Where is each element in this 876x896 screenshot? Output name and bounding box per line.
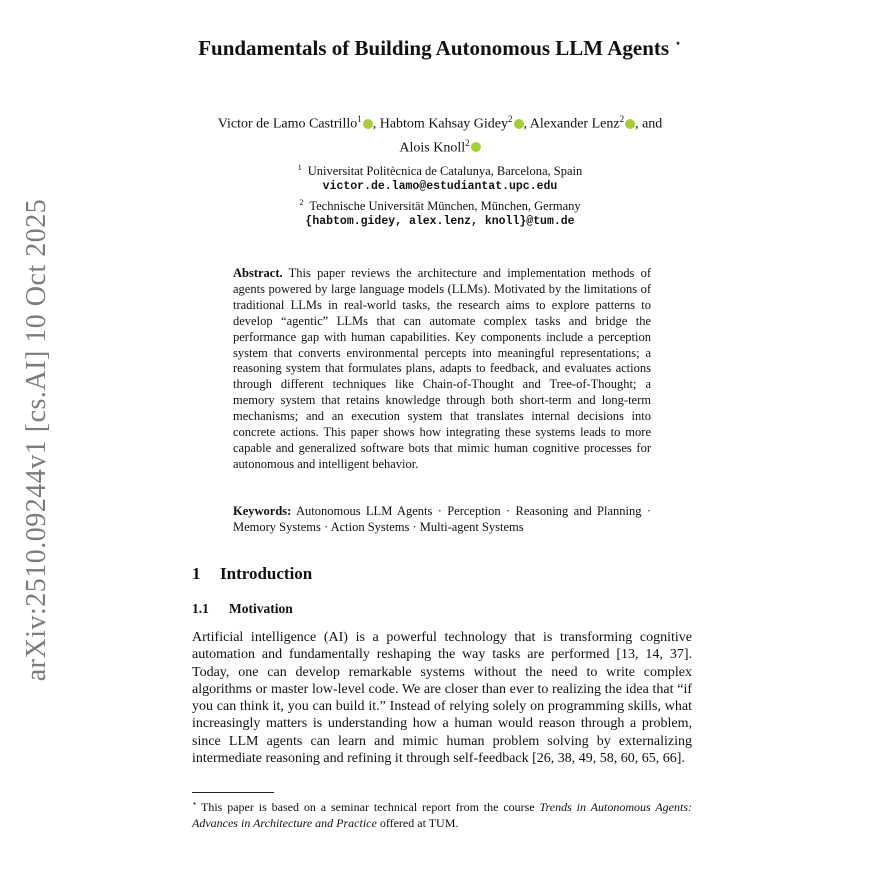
affiliations [180, 160, 700, 230]
arxiv-stamp [12, 195, 62, 685]
institution: Universitat Politècnica de Catalunya, Barcelona, Spain [307, 164, 583, 179]
section-number: 1 [192, 564, 201, 583]
orcid-icon[interactable] [363, 119, 373, 129]
arxiv-identifier: arXiv:2510.09244v1 [cs.AI] 10 Oct 2025 [21, 198, 53, 682]
orcid-icon[interactable] [471, 142, 481, 152]
section-title: Introduction [220, 564, 313, 583]
author-name: Victor de Lamo Castrillo [217, 116, 358, 132]
author-name: Alexander Lenz [529, 116, 620, 132]
keywords-text: Autonomous LLM Agents · Perception · Reasoning and Planning · Memory Systems · Action Systems · Multi-agent Systems [233, 504, 651, 534]
author-separator: , and [635, 116, 663, 132]
course-name: Trends in Autonomous Agents: Advances in Architecture and Practice [192, 800, 692, 830]
title-footnote-mark: ⋆ [674, 36, 682, 50]
author-separator: , [523, 116, 528, 132]
author-name: Habtom Kahsay Gidey [379, 116, 509, 132]
email[interactable]: victor.de.lamo@estudiantat.upc.edu [322, 180, 558, 194]
author-separator: , [372, 116, 377, 132]
abstract [233, 266, 651, 473]
footnote-text-end: offered at TUM. [379, 816, 459, 830]
orcid-icon[interactable] [625, 119, 635, 129]
orcid-icon[interactable] [514, 119, 524, 129]
affiliation-2 [180, 195, 700, 214]
section-heading [192, 564, 312, 584]
author-affiliation: 2 [465, 137, 470, 148]
author-name: Alois Knoll [399, 140, 466, 156]
footnote [192, 796, 692, 831]
affiliation-1 [180, 160, 700, 179]
footnote-text: This paper is based on a seminar technical report from the course [201, 800, 535, 814]
subsection-heading [192, 601, 293, 617]
author-list [180, 110, 700, 157]
subsection-title: Motivation [229, 601, 293, 616]
body-paragraph: Artificial intelligence (AI) is a powerful technology that is transforming cognitive automation and fundamentally reshaping the way tasks are performed [13, 14, 37]. Today, one can develop remarkable systems without the need to write complex algorithms or master low-level code. We are closer than ever to realizing the idea that “if you can think it, you can build it.” Instead of relying solely on programming skills, what increasingly matters is understanding how a human would reason through a problem, since LLM agents can learn and mimic human problem solving by externalizing intermediate reasoning and refining it through self-feedback [26, 38, 49, 58, 60, 65, 66]. [192, 630, 692, 767]
author-affiliation: 2 [619, 114, 625, 124]
footnote-rule [192, 792, 274, 793]
abstract-text: This paper reviews the architecture and implementation methods of agents powered by large language models (LLMs). Motivated by the limitations of traditional LLMs in real-world tasks, the research aims to explore patterns to develop “agentic” LLMs that can automate complex tasks and bridge the performance gap with human capabilities. Key components include a perception system that converts environmental percepts into meaningful representations; a reasoning system that formulates plans, adapts to feedback, and evaluates actions through different techniques like Chain-of-Thought and Tree-of-Thought; a memory system that retains knowledge through both short-term and long-term mechanisms; and an execution system that translates internal decisions into concrete actions. This paper shows how integrating these systems leads to more capable and generalized software bots that mimic human cognitive processes for autonomous and intelligent behavior. [233, 266, 652, 471]
affiliation-number: 2 [299, 198, 304, 208]
title-text: Fundamentals of Building Autonomous LLM Agents [198, 36, 670, 60]
institution: Technische Universität München, München, Germany [309, 199, 581, 214]
email[interactable]: {habtom.gidey, alex.lenz, knoll}@tum.de [305, 215, 575, 229]
affiliation-number: 1 [297, 163, 302, 172]
author-affiliation: 2 [508, 114, 513, 124]
keywords [233, 503, 651, 535]
paper-title [180, 30, 700, 61]
footnote-mark: ⋆ [192, 799, 198, 808]
abstract-label: Abstract. [233, 266, 283, 280]
subsection-number: 1.1 [192, 601, 209, 616]
keywords-label: Keywords: [233, 504, 292, 518]
author-affiliation: 1 [357, 114, 362, 124]
